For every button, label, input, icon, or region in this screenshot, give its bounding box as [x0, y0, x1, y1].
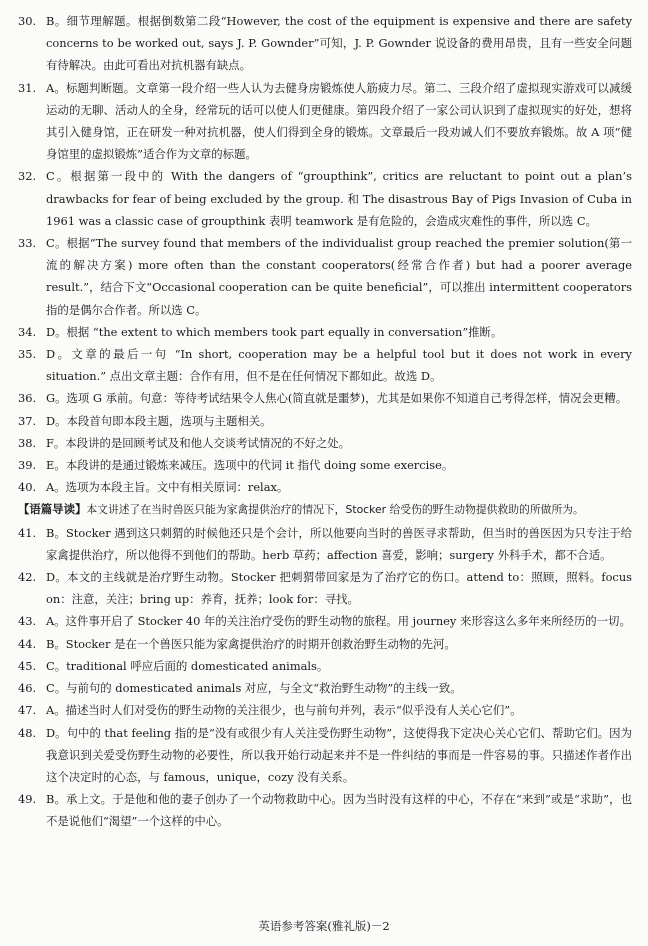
item-text: A。标题判断题。文章第一段介绍一些人认为去健身房锻炼使人筋疲力尽。第二、三段介绍了虚拟现实游戏可以减缓运动的无聊、活动人的全身，经常玩的话可以使人们更健康。第四段介绍了一家公司认识到了虚拟现实的好处，想将其引入健身馆，正在研发一种对抗机器，使人们得到全身的锻炼。文章最后一段劝诫人们不要放弃锻炼。故 A 项“健身馆里的虚拟锻炼”适合作为文章的标题。 — [46, 80, 632, 162]
item-text: E。本段讲的是通过锻炼来减压。选项中的代词 it 指代 doing some exercise。 — [46, 458, 454, 473]
item-number: 36. — [18, 391, 37, 406]
item-number: 39. — [18, 458, 37, 473]
item-number: 47. — [18, 703, 37, 718]
answer-item-49 — [18, 788, 632, 832]
item-number: 30. — [18, 14, 37, 28]
item-text: G。选项 G 承前。句意：等待考试结果令人焦心(简直就是噩梦)，尤其是如果你不知道自己考得怎样，情况会更糟。 — [46, 391, 628, 406]
item-number: 45. — [18, 658, 37, 673]
item-number: 34. — [18, 324, 37, 339]
item-text: B。Stocker 遇到这只刺猬的时候他还只是个会计，所以他要向当时的兽医寻求帮助，但当时的兽医因为只专注于给家禽提供治疗，所以他得不到他们的帮助。herb 草药；affection 喜爱，影响；surgery 外科手术，都不合适。 — [46, 525, 632, 562]
answer-item-31 — [18, 77, 632, 166]
item-number: 37. — [18, 413, 37, 428]
item-text: C。traditional 呼应后面的 domesticated animals。 — [46, 658, 329, 673]
answer-item-33 — [18, 232, 632, 321]
item-number: 48. — [18, 725, 37, 740]
answer-item-48 — [18, 722, 632, 789]
item-text: A。选项为本段主旨。文中有相关原词：relax。 — [46, 480, 289, 495]
answer-item-45 — [18, 655, 632, 677]
answer-item-47 — [18, 699, 632, 721]
item-text: C。根据第一段中的 With the dangers of “groupthink”, critics are reluctant to point out a plan’s drawbacks for fear of being excluded by the group. 和 The disastrous Bay of Pigs Invasion of Cuba in 1961 was a classic case of groupthink 表明 teamwork 是有危险的，会造成灾难性的事件，所以选 C。 — [46, 169, 632, 228]
item-text: B。承上文。于是他和他的妻子创办了一个动物救助中心。因为当时没有这样的中心，不存在“来到”或是“求助”，也不是说他们“渴望”一个这样的中心。 — [46, 792, 632, 829]
item-number: 38. — [18, 435, 37, 450]
answer-item-36 — [18, 387, 632, 409]
answer-item-34 — [18, 321, 632, 343]
page-footer: 英语参考答案(雅礼版)－2 — [258, 919, 390, 933]
item-text: B。细节理解题。根据倒数第二段“However, the cost of the equipment is expensive and there are safety concerns to be worked out, says J. P. Gownder”可知，J. P. Gownder 说设备的费用昂贵，且有一些安全问题有待解决。由此可看出对抗机器有缺点。 — [46, 14, 632, 73]
answer-item-32 — [18, 165, 632, 232]
item-number: 32. — [18, 169, 37, 184]
item-number: 42. — [18, 570, 37, 585]
item-number: 33. — [18, 236, 37, 251]
answer-item-30 — [18, 10, 632, 77]
answer-list-2 — [18, 522, 632, 833]
answer-item-41 — [18, 522, 632, 566]
item-text: D。根据 “the extent to which members took part equally in conversation”推断。 — [46, 324, 503, 339]
item-number: 31. — [18, 80, 37, 95]
item-number: 40. — [18, 480, 37, 495]
passage-guide — [18, 498, 632, 521]
item-text: A。这件事开启了 Stocker 40 年的关注治疗受伤的野生动物的旅程。用 journey 来形容这么多年来所经历的一切。 — [46, 614, 631, 629]
answer-item-39 — [18, 454, 632, 476]
answer-item-46 — [18, 677, 632, 699]
item-text: A。描述当时人们对受伤的野生动物的关注很少，也与前句并列，表示“似乎没有人关心它们”。 — [46, 703, 522, 718]
item-number: 44. — [18, 636, 37, 651]
item-text: D。本段首句即本段主题，选项与主题相关。 — [46, 413, 272, 428]
item-number: 35. — [18, 347, 37, 362]
item-number: 43. — [18, 614, 37, 629]
item-text: F。本段讲的是回顾考试及和他人交谈考试情况的不好之处。 — [46, 435, 351, 450]
answer-item-37 — [18, 410, 632, 432]
answer-item-44 — [18, 633, 632, 655]
item-text: C。根据“The survey found that members of the individualist group reached the premier solution(第一流的解决方案) more often than the constant cooperators(经常合作者) but had a poorer average result.”，结合下文“Occasional cooperation can be quite beneficial”，可以推出 intermittent cooperators 指的是偶尔合作者。所以选 C。 — [46, 236, 632, 317]
answer-item-35 — [18, 343, 632, 387]
item-number: 46. — [18, 681, 37, 696]
item-number: 49. — [18, 792, 37, 807]
guide-label: 【语篇导读】 — [18, 502, 87, 517]
answer-item-38 — [18, 432, 632, 454]
answer-item-43 — [18, 610, 632, 632]
item-text: D。句中的 that feeling 指的是“没有或很少有人关注受伤野生动物”，这使得我下定决心关心它们、帮助它们。因为我意识到关爱受伤野生动物的必要性，所以我开始行动起来并不是一件纠结的事而是一件容易的事。只描述作者作出这个决定时的心态，与 famous，unique，cozy 没有关系。 — [46, 725, 632, 784]
item-text: D。本文的主线就是治疗野生动物。Stocker 把刺猬带回家是为了治疗它的伤口。attend to：照顾，照料。focus on：注意，关注；bring up：养育，抚养；look for：寻找。 — [46, 570, 632, 607]
answer-item-40 — [18, 476, 632, 498]
guide-text: 本文讲述了在当时兽医只能为家禽提供治疗的情况下，Stocker 给受伤的野生动物提供救助的所做所为。 — [86, 503, 584, 517]
item-text: D。文章的最后一句 “In short, cooperation may be a helpful tool but it does not work in every situation.” 点出文章主题：合作有用，但不是在任何情况下都如此。故选 D。 — [46, 347, 632, 384]
answer-item-42 — [18, 566, 632, 610]
answer-list-1 — [18, 10, 632, 498]
item-text: C。与前句的 domesticated animals 对应，与全文“救治野生动物”的主线一致。 — [46, 681, 462, 696]
item-number: 41. — [18, 525, 37, 540]
item-text: B。Stocker 是在一个兽医只能为家禽提供治疗的时期开创救治野生动物的先河。 — [46, 636, 456, 651]
